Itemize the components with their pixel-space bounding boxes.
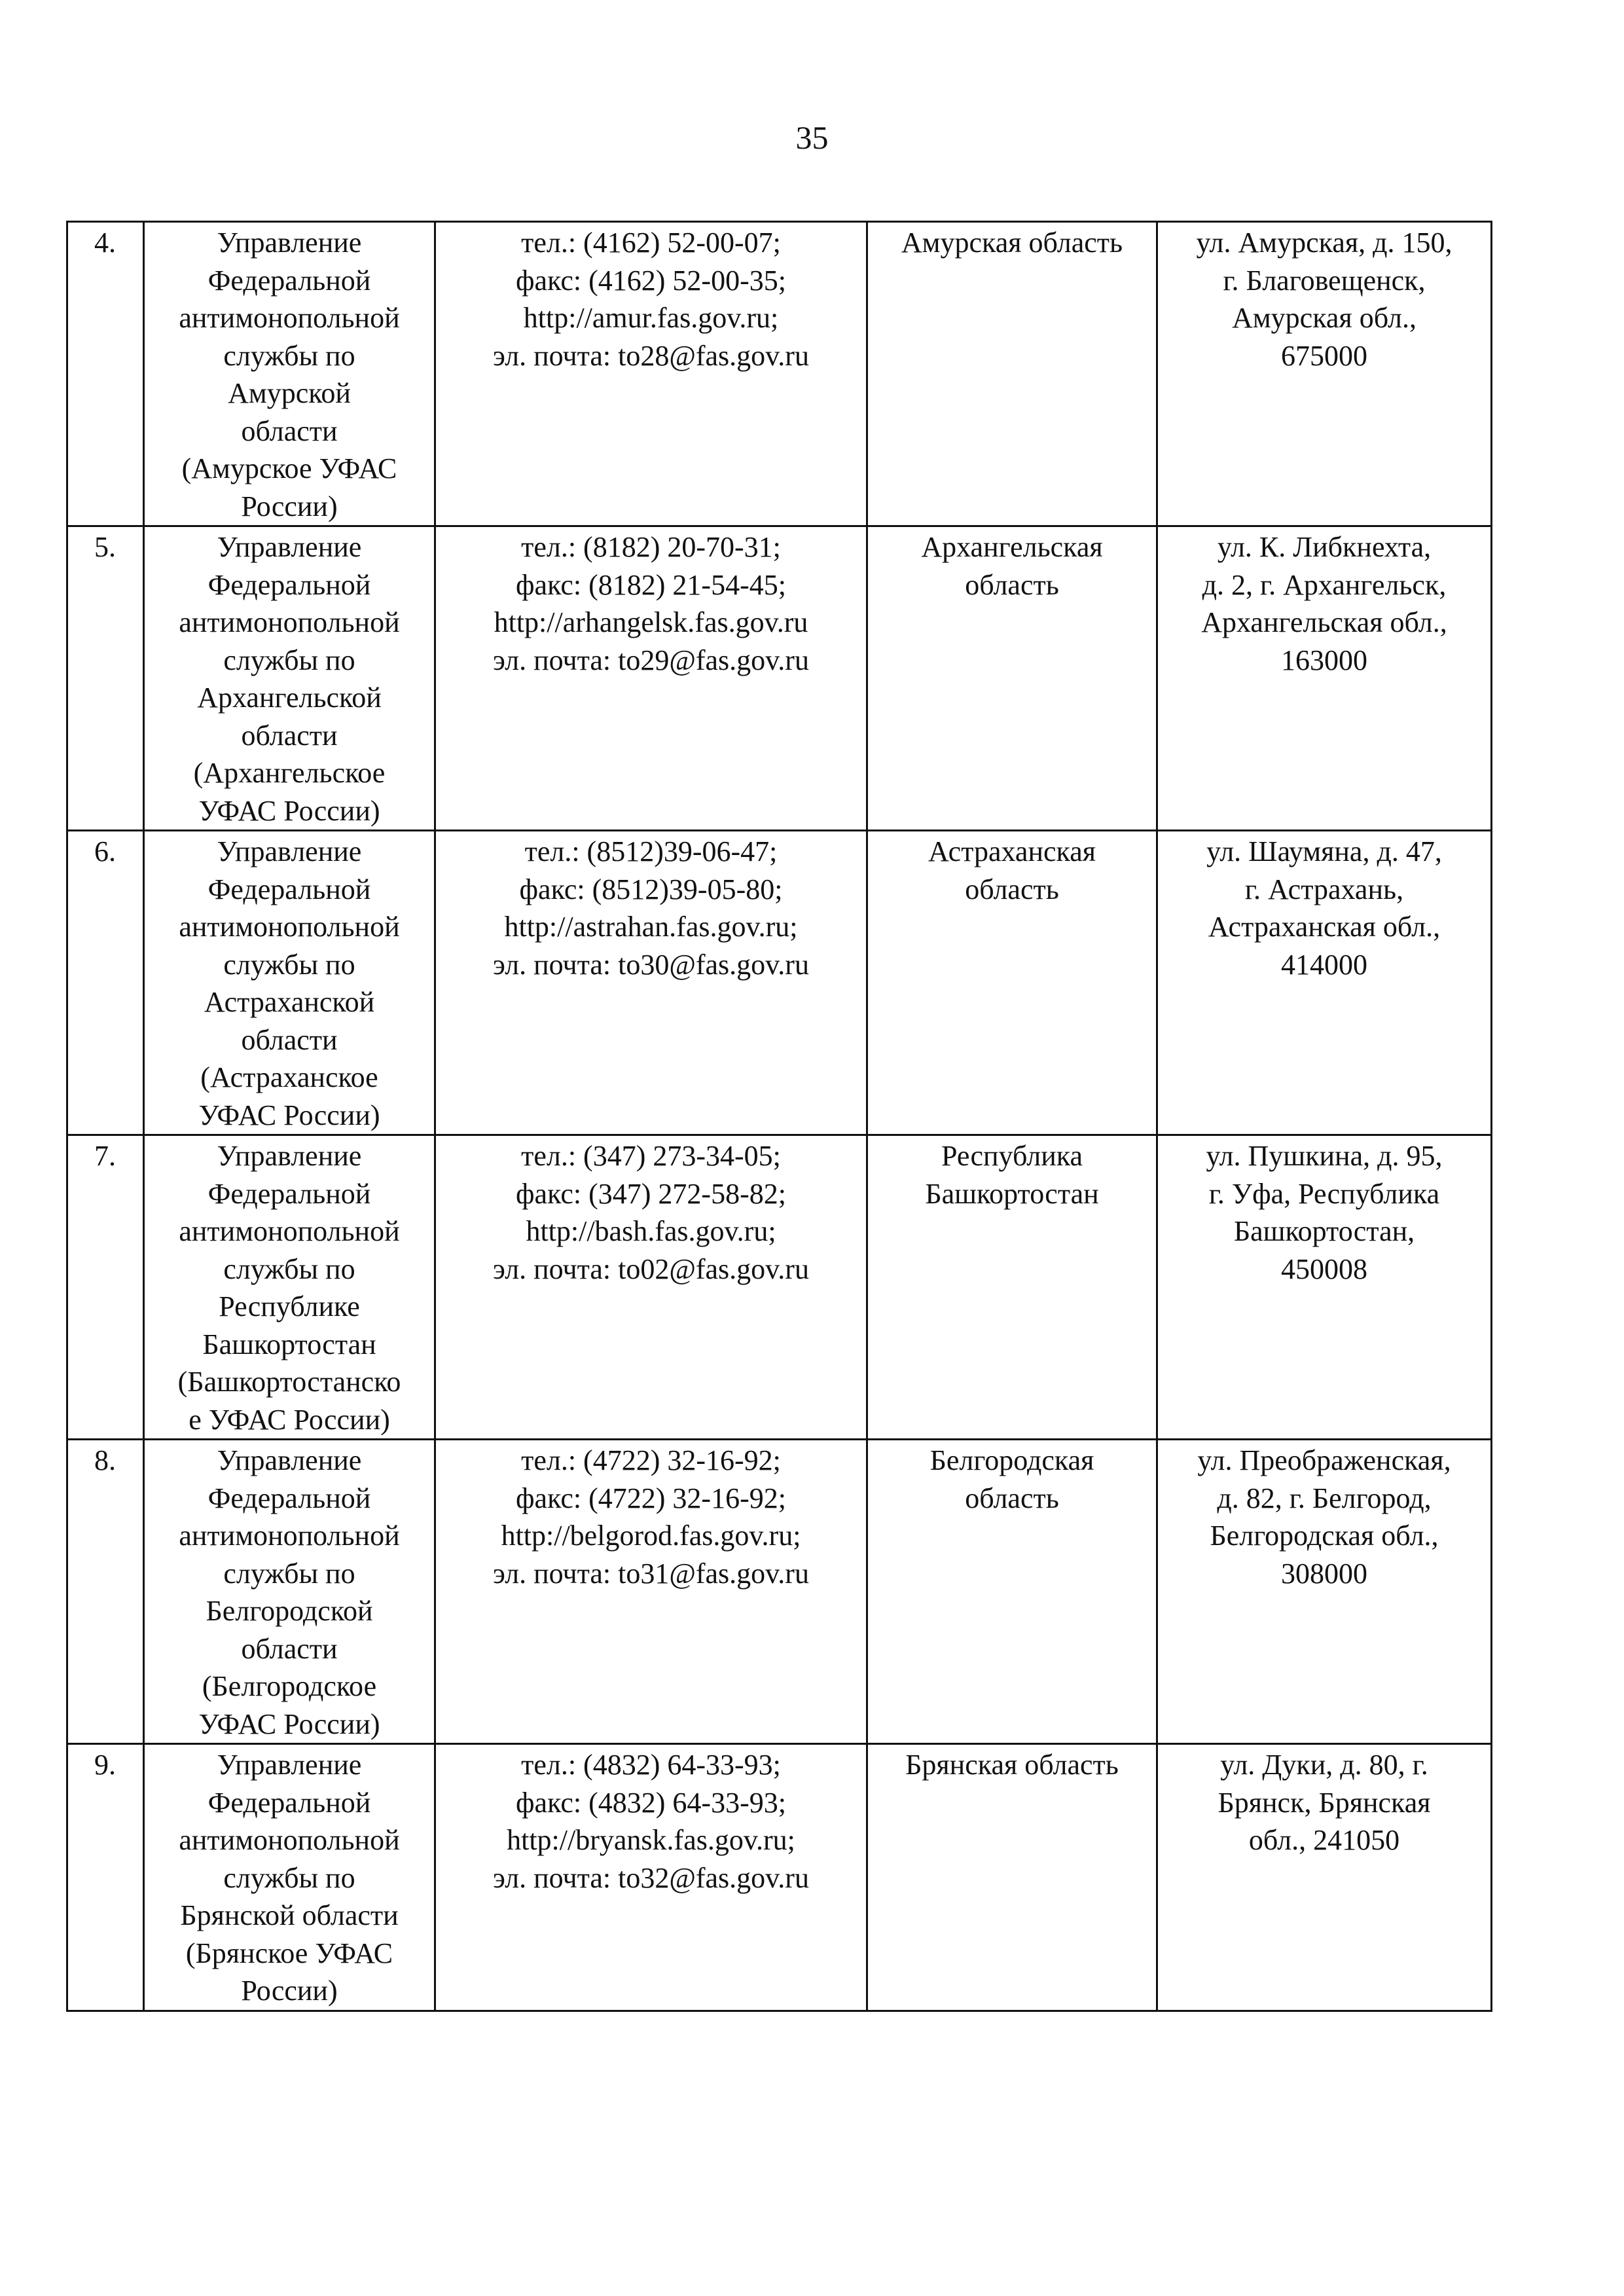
contacts-cell: тел.: (4162) 52-00-07; факс: (4162) 52-00-35; http://amur.fas.gov.ru; эл. почта: to28@fas.gov.ru — [435, 222, 867, 526]
row-number-cell: 8. — [67, 1440, 144, 1744]
table-row — [67, 1744, 1492, 2011]
region-cell: Астраханская область — [867, 831, 1157, 1135]
table-row — [67, 1440, 1492, 1744]
row-number-cell: 5. — [67, 526, 144, 831]
table-row — [67, 222, 1492, 526]
region-cell: Амурская область — [867, 222, 1157, 526]
contacts-cell: тел.: (4832) 64-33-93; факс: (4832) 64-33-93; http://bryansk.fas.gov.ru; эл. почта: to32@fas.gov.ru — [435, 1744, 867, 2011]
table-row — [67, 831, 1492, 1135]
organization-cell: Управление Федеральной антимонопольной службы по Астраханской области (Астраханское УФАС России) — [144, 831, 435, 1135]
row-number-cell: 9. — [67, 1744, 144, 2011]
address-cell: ул. Преображенская, д. 82, г. Белгород, Белгородская обл., 308000 — [1157, 1440, 1492, 1744]
address-cell: ул. Шаумяна, д. 47, г. Астрахань, Астраханская обл., 414000 — [1157, 831, 1492, 1135]
address-cell: ул. Амурская, д. 150, г. Благовещенск, Амурская обл., 675000 — [1157, 222, 1492, 526]
region-cell: Архангельская область — [867, 526, 1157, 831]
region-cell: Белгородская область — [867, 1440, 1157, 1744]
fas-offices-table — [66, 221, 1492, 2012]
contacts-cell: тел.: (8512)39-06-47; факс: (8512)39-05-80; http://astrahan.fas.gov.ru; эл. почта: to30@fas.gov.ru — [435, 831, 867, 1135]
organization-cell: Управление Федеральной антимонопольной службы по Брянской области (Брянское УФАС России) — [144, 1744, 435, 2011]
organization-cell: Управление Федеральной антимонопольной службы по Белгородской области (Белгородское УФАС России) — [144, 1440, 435, 1744]
organization-cell: Управление Федеральной антимонопольной службы по Республике Башкортостан (Башкортостанско е УФАС России) — [144, 1135, 435, 1440]
contacts-cell: тел.: (8182) 20-70-31; факс: (8182) 21-54-45; http://arhangelsk.fas.gov.ru эл. почта: to29@fas.gov.ru — [435, 526, 867, 831]
address-cell: ул. К. Либкнехта, д. 2, г. Архангельск, Архангельская обл., 163000 — [1157, 526, 1492, 831]
address-cell: ул. Пушкина, д. 95, г. Уфа, Республика Башкортостан, 450008 — [1157, 1135, 1492, 1440]
organization-cell: Управление Федеральной антимонопольной службы по Архангельской области (Архангельское УФАС России) — [144, 526, 435, 831]
contacts-cell: тел.: (4722) 32-16-92; факс: (4722) 32-16-92; http://belgorod.fas.gov.ru; эл. почта: to31@fas.gov.ru — [435, 1440, 867, 1744]
organization-cell: Управление Федеральной антимонопольной службы по Амурской области (Амурское УФАС России) — [144, 222, 435, 526]
page-number: 35 — [795, 119, 829, 156]
region-cell: Брянская область — [867, 1744, 1157, 2011]
table-row — [67, 1135, 1492, 1440]
region-cell: Республика Башкортостан — [867, 1135, 1157, 1440]
row-number-cell: 6. — [67, 831, 144, 1135]
address-cell: ул. Дуки, д. 80, г. Брянск, Брянская обл., 241050 — [1157, 1744, 1492, 2011]
row-number-cell: 7. — [67, 1135, 144, 1440]
table-row — [67, 526, 1492, 831]
contacts-cell: тел.: (347) 273-34-05; факс: (347) 272-58-82; http://bash.fas.gov.ru; эл. почта: to02@fas.gov.ru — [435, 1135, 867, 1440]
row-number-cell: 4. — [67, 222, 144, 526]
